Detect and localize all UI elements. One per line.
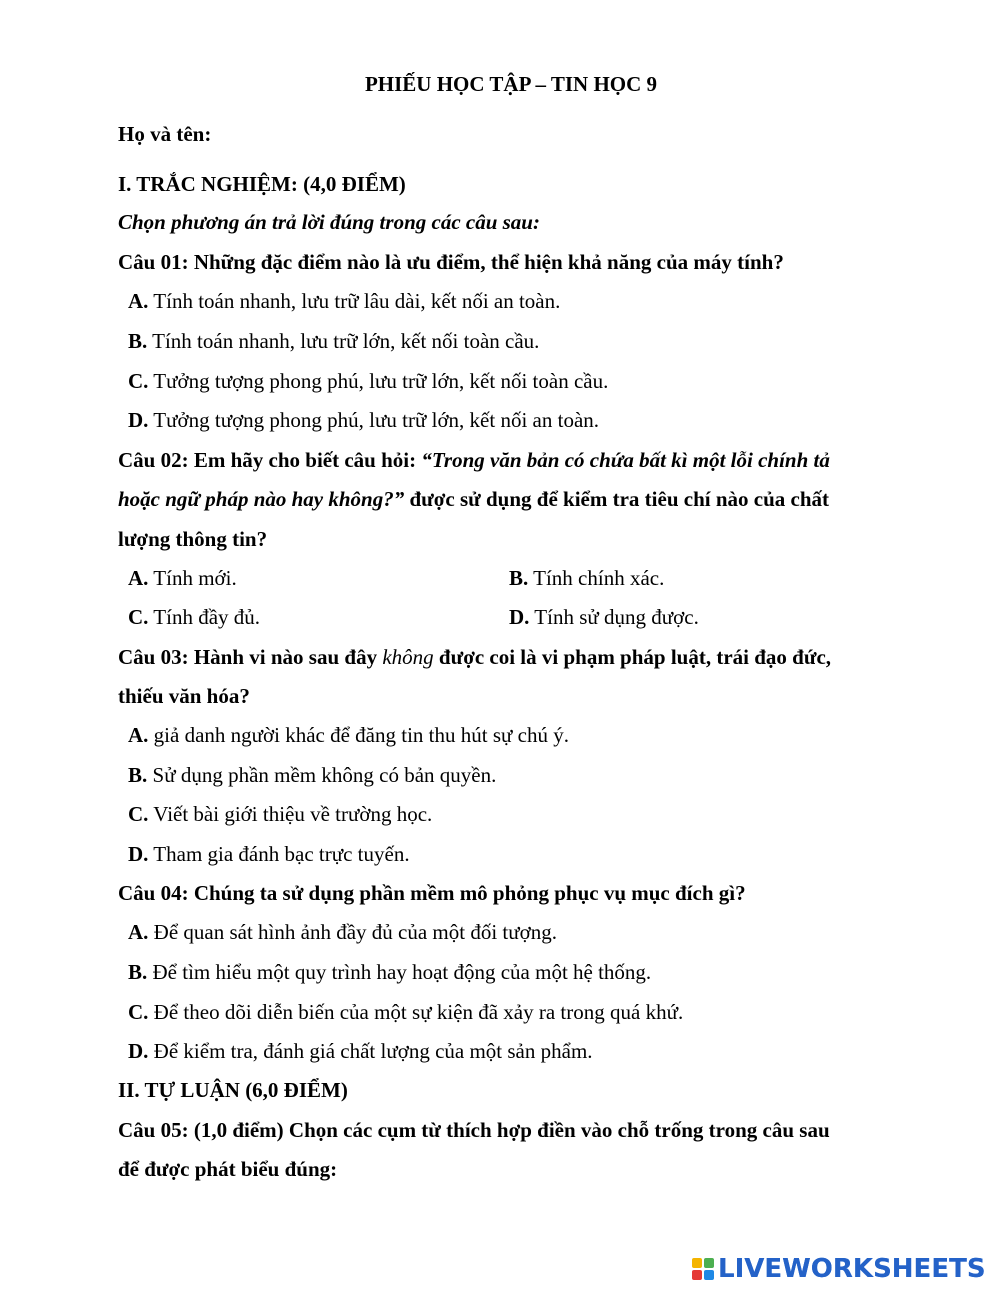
logo-square [704, 1270, 714, 1280]
q1-option-b [128, 327, 539, 355]
option-letter: C. [128, 1000, 149, 1024]
option-text: Tính toán nhanh, lưu trữ lâu dài, kết nối an toàn. [148, 289, 561, 313]
option-letter: D. [128, 842, 149, 866]
liveworksheets-logo [692, 1254, 986, 1284]
section1-instruction: Chọn phương án trả lời đúng trong các câu sau: [118, 210, 540, 234]
q3-prefix: Câu 03: Hành vi nào sau đây [118, 645, 383, 669]
option-letter: B. [128, 329, 148, 353]
question-5-line2: để được phát biểu đúng: [118, 1157, 338, 1181]
q2-prefix: Câu 02: Em hãy cho biết câu hỏi: [118, 448, 422, 472]
liveworksheets-text: LIVEWORKSHEETS [718, 1254, 986, 1284]
section2-heading: II. TỰ LUẬN (6,0 ĐIỂM) [118, 1078, 348, 1102]
name-label: Họ và tên: [118, 122, 212, 146]
liveworksheets-icon [692, 1258, 714, 1280]
logo-square [692, 1270, 702, 1280]
option-text: Để tìm hiểu một quy trình hay hoạt động của một hệ thống. [147, 960, 652, 984]
question-3-line1 [118, 643, 831, 671]
logo-square [692, 1258, 702, 1268]
q4-option-a [128, 918, 557, 946]
option-text: Tham gia đánh bạc trực tuyến. [148, 842, 410, 866]
option-letter: A. [128, 723, 149, 747]
option-text: Để kiểm tra, đánh giá chất lượng của một sản phẩm. [148, 1039, 593, 1063]
question-5-line1: Câu 05: (1,0 điểm) Chọn các cụm từ thích hợp điền vào chỗ trống trong câu sau [118, 1118, 830, 1142]
q2-option-c [128, 603, 260, 631]
option-text: Tưởng tượng phong phú, lưu trữ lớn, kết nối toàn cầu. [148, 369, 609, 393]
question-1: Câu 01: Những đặc điểm nào là ưu điểm, thể hiện khả năng của máy tính? [118, 250, 784, 274]
option-letter: B. [128, 960, 148, 984]
option-text: Tưởng tượng phong phú, lưu trữ lớn, kết nối an toàn. [148, 408, 600, 432]
option-letter: D. [128, 408, 149, 432]
option-letter: C. [128, 369, 149, 393]
q3-option-c [128, 800, 432, 828]
option-letter: A. [128, 920, 149, 944]
option-letter: D. [128, 1039, 149, 1063]
option-text: Tính đầy đủ. [148, 605, 261, 629]
q2-option-a [128, 564, 237, 592]
option-text: Viết bài giới thiệu về trường học. [148, 802, 433, 826]
question-3-line2: thiếu văn hóa? [118, 684, 250, 708]
section1-heading: I. TRẮC NGHIỆM: (4,0 ĐIỂM) [118, 172, 406, 196]
option-letter: A. [128, 289, 149, 313]
option-text: Để theo dõi diễn biến của một sự kiện đã xảy ra trong quá khứ. [148, 1000, 684, 1024]
option-text: Sử dụng phần mềm không có bản quyền. [147, 763, 497, 787]
page-title: PHIẾU HỌC TẬP – TIN HỌC 9 [364, 72, 658, 96]
option-text: giả danh người khác để đăng tin thu hút sự chú ý. [148, 723, 569, 747]
option-letter: C. [128, 802, 149, 826]
q4-option-c [128, 998, 683, 1026]
option-letter: D. [509, 605, 530, 629]
q3-option-b [128, 761, 496, 789]
logo-square [704, 1258, 714, 1268]
q2-quote-part1: “Trong văn bản có chứa bất kì một lỗi chính tả [421, 448, 830, 472]
question-4: Câu 04: Chúng ta sử dụng phần mềm mô phỏng phục vụ mục đích gì? [118, 881, 746, 905]
q3-suffix: được coi là vi phạm pháp luật, trái đạo đức, [433, 645, 832, 669]
q4-option-d [128, 1037, 593, 1065]
question-2-line2 [118, 485, 829, 513]
q1-option-a [128, 287, 560, 315]
q1-option-d [128, 406, 599, 434]
q4-option-b [128, 958, 651, 986]
question-2-line1 [118, 446, 830, 474]
q3-option-a [128, 721, 569, 749]
option-text: Tính mới. [148, 566, 237, 590]
option-text: Tính chính xác. [528, 566, 665, 590]
option-text: Tính toán nhanh, lưu trữ lớn, kết nối toàn cầu. [147, 329, 540, 353]
question-2-line3: lượng thông tin? [118, 527, 268, 551]
q3-option-d [128, 840, 410, 868]
option-letter: C. [128, 605, 149, 629]
option-letter: B. [128, 763, 148, 787]
q3-emphasis: không [382, 645, 434, 669]
q1-option-c [128, 367, 608, 395]
option-text: Để quan sát hình ảnh đầy đủ của một đối tượng. [148, 920, 557, 944]
q2-option-d [509, 603, 699, 631]
q2-suffix: được sử dụng để kiểm tra tiêu chí nào của chất [404, 487, 830, 511]
option-text: Tính sử dụng được. [529, 605, 699, 629]
option-letter: B. [509, 566, 529, 590]
option-letter: A. [128, 566, 149, 590]
q2-quote-part2: hoặc ngữ pháp nào hay không?” [118, 487, 405, 511]
q2-option-b [509, 564, 664, 592]
